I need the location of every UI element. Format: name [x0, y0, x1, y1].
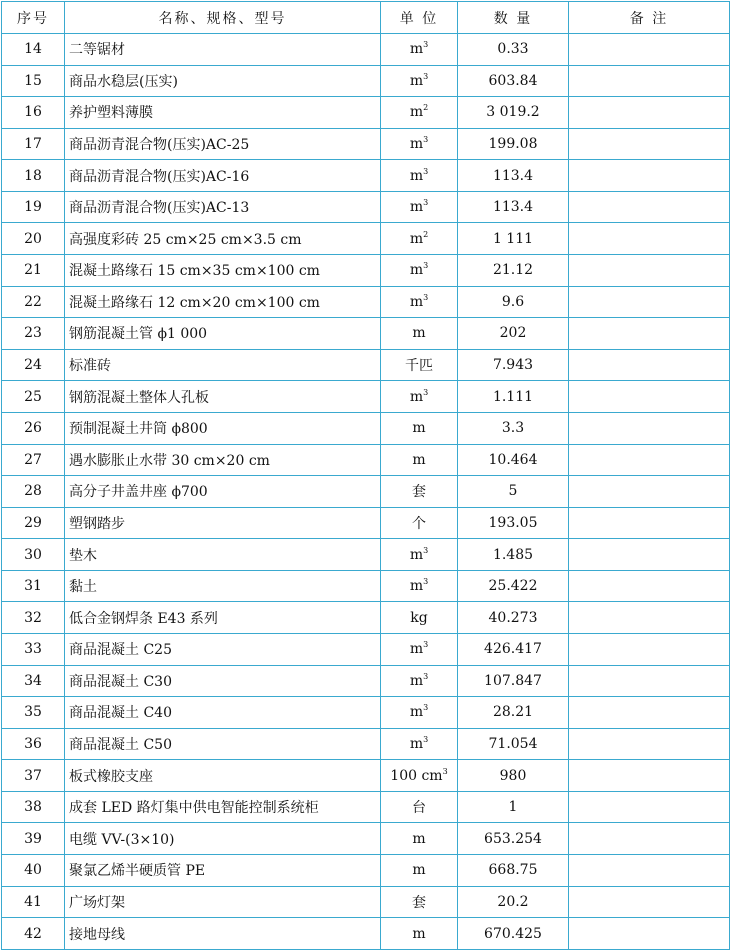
unit-base: m	[412, 830, 426, 847]
item-note	[569, 412, 730, 444]
row-number: 23	[2, 318, 65, 350]
item-note	[569, 381, 730, 413]
row-number: 40	[2, 855, 65, 887]
unit-exponent: 3	[423, 71, 429, 81]
unit-base: 100 cm	[390, 767, 443, 784]
row-number: 30	[2, 539, 65, 571]
table-row	[2, 697, 730, 729]
unit-base: m	[409, 736, 424, 752]
item-unit	[381, 855, 458, 887]
item-name: 广场灯架	[65, 886, 381, 918]
table-row	[2, 318, 730, 350]
item-name: 低合金钢焊条 E43 系列	[65, 602, 381, 634]
unit-base: m	[409, 104, 424, 121]
unit-base: m	[409, 230, 424, 247]
row-number: 19	[2, 191, 65, 223]
item-quantity: 7.943	[458, 349, 569, 381]
item-name: 高强度彩砖 25 cm×25 cm×3.5 cm	[65, 223, 381, 255]
item-note	[569, 34, 730, 66]
item-quantity: 653.254	[458, 823, 569, 855]
row-number: 37	[2, 760, 65, 792]
item-quantity: 21.12	[458, 255, 569, 287]
item-name: 接地母线	[65, 918, 381, 950]
row-number: 41	[2, 886, 65, 918]
item-name: 塑钢踏步	[65, 507, 381, 539]
unit-exponent: 3	[423, 198, 429, 208]
item-note	[569, 633, 730, 665]
item-quantity: 193.05	[458, 507, 569, 539]
unit-base: m	[409, 546, 424, 563]
table-row	[2, 791, 730, 823]
item-unit	[381, 507, 458, 539]
item-quantity: 199.08	[458, 128, 569, 160]
item-quantity: 603.84	[458, 65, 569, 97]
item-unit	[381, 128, 458, 160]
unit-exponent: 2	[423, 229, 429, 239]
row-number: 29	[2, 507, 65, 539]
table-row	[2, 255, 730, 287]
unit-exponent: 3	[423, 545, 429, 555]
item-unit	[381, 602, 458, 634]
row-number: 21	[2, 255, 65, 287]
item-name: 成套 LED 路灯集中供电智能控制系统柜	[65, 791, 381, 823]
item-note	[569, 97, 730, 129]
table-row	[2, 286, 730, 318]
item-quantity: 10.464	[458, 444, 569, 476]
item-note	[569, 918, 730, 950]
item-name: 商品混凝土 C40	[65, 697, 381, 729]
header-no: 序号	[2, 2, 65, 34]
item-name: 商品混凝土 C30	[65, 665, 381, 697]
item-name: 商品沥青混合物(压实)AC-13	[65, 191, 381, 223]
table-row	[2, 381, 730, 413]
table-row	[2, 476, 730, 508]
item-name: 黏土	[65, 570, 381, 602]
item-name: 聚氯乙烯半硬质管 PE	[65, 855, 381, 887]
item-note	[569, 886, 730, 918]
item-quantity: 28.21	[458, 697, 569, 729]
header-note: 备 注	[569, 2, 730, 34]
item-name: 垫木	[65, 539, 381, 571]
table-row	[2, 823, 730, 855]
item-quantity: 1	[458, 791, 569, 823]
item-name: 钢筋混凝土整体人孔板	[65, 381, 381, 413]
table-row	[2, 97, 730, 129]
table-row	[2, 728, 730, 760]
row-number: 25	[2, 381, 65, 413]
item-unit	[381, 665, 458, 697]
unit-exponent: 3	[423, 640, 429, 650]
table-row	[2, 412, 730, 444]
item-note	[569, 570, 730, 602]
row-number: 27	[2, 444, 65, 476]
unit-exponent: 3	[423, 671, 429, 681]
item-note	[569, 255, 730, 287]
item-note	[569, 507, 730, 539]
item-unit	[381, 349, 458, 381]
unit-base: 千匹	[405, 358, 433, 375]
header-qty: 数 量	[458, 2, 569, 34]
unit-base: 套	[412, 484, 426, 501]
item-unit	[381, 286, 458, 318]
item-unit	[381, 728, 458, 760]
table-row	[2, 539, 730, 571]
row-number: 26	[2, 412, 65, 444]
unit-base: m	[412, 325, 426, 342]
item-unit	[381, 791, 458, 823]
item-quantity: 9.6	[458, 286, 569, 318]
item-note	[569, 286, 730, 318]
item-note	[569, 476, 730, 508]
item-quantity: 670.425	[458, 918, 569, 950]
table-row	[2, 34, 730, 66]
item-unit	[381, 318, 458, 350]
item-quantity: 3.3	[458, 412, 569, 444]
item-note	[569, 697, 730, 729]
item-name: 混凝土路缘石 15 cm×35 cm×100 cm	[65, 255, 381, 287]
item-quantity: 20.2	[458, 886, 569, 918]
unit-base: m	[409, 388, 424, 405]
item-quantity: 25.422	[458, 570, 569, 602]
item-unit	[381, 97, 458, 129]
table-row	[2, 855, 730, 887]
item-note	[569, 823, 730, 855]
item-unit	[381, 223, 458, 255]
item-quantity: 1.111	[458, 381, 569, 413]
table-row	[2, 918, 730, 950]
item-unit	[381, 823, 458, 855]
item-note	[569, 602, 730, 634]
item-unit	[381, 886, 458, 918]
unit-base: m	[409, 262, 424, 279]
item-name: 遇水膨胀止水带 30 cm×20 cm	[65, 444, 381, 476]
table-row	[2, 633, 730, 665]
item-name: 商品沥青混合物(压实)AC-25	[65, 128, 381, 160]
item-name: 电缆 VV-(3×10)	[65, 823, 381, 855]
item-quantity: 71.054	[458, 728, 569, 760]
item-name: 板式橡胶支座	[65, 760, 381, 792]
unit-base: 套	[412, 894, 426, 911]
item-unit	[381, 570, 458, 602]
item-unit	[381, 760, 458, 792]
item-unit	[381, 633, 458, 665]
unit-base: m	[412, 925, 426, 942]
row-number: 36	[2, 728, 65, 760]
unit-exponent: 3	[442, 766, 448, 776]
item-unit	[381, 34, 458, 66]
item-unit	[381, 918, 458, 950]
unit-base: m	[409, 641, 424, 658]
unit-exponent: 3	[423, 735, 429, 744]
item-unit	[381, 191, 458, 223]
item-note	[569, 160, 730, 192]
header-name: 名称、规格、型号	[65, 2, 381, 34]
unit-base: m	[412, 862, 426, 879]
table-row	[2, 602, 730, 634]
item-unit	[381, 444, 458, 476]
unit-base: m	[409, 293, 424, 310]
table-row	[2, 160, 730, 192]
unit-base: m	[409, 578, 424, 595]
unit-exponent: 3	[423, 40, 429, 50]
item-note	[569, 728, 730, 760]
unit-base: 个	[412, 515, 426, 532]
row-number: 22	[2, 286, 65, 318]
item-name: 养护塑料薄膜	[65, 97, 381, 129]
unit-base: m	[412, 420, 426, 437]
item-quantity: 113.4	[458, 191, 569, 223]
item-unit	[381, 476, 458, 508]
header-row	[2, 2, 730, 34]
row-number: 34	[2, 665, 65, 697]
unit-base: m	[409, 672, 424, 689]
table-row	[2, 223, 730, 255]
item-name: 混凝土路缘石 12 cm×20 cm×100 cm	[65, 286, 381, 318]
table-row	[2, 65, 730, 97]
row-number: 14	[2, 34, 65, 66]
row-number: 31	[2, 570, 65, 602]
item-quantity: 202	[458, 318, 569, 350]
item-name: 二等锯材	[65, 34, 381, 66]
row-number: 24	[2, 349, 65, 381]
row-number: 33	[2, 633, 65, 665]
item-unit	[381, 381, 458, 413]
unit-base: m	[409, 167, 424, 184]
item-quantity: 1.485	[458, 539, 569, 571]
table-row	[2, 349, 730, 381]
unit-exponent: 3	[423, 166, 429, 176]
item-note	[569, 128, 730, 160]
table-row	[2, 128, 730, 160]
table-body	[2, 34, 730, 950]
item-name: 商品混凝土 C25	[65, 633, 381, 665]
unit-exponent: 3	[423, 703, 429, 713]
table-row	[2, 570, 730, 602]
row-number: 17	[2, 128, 65, 160]
table-row	[2, 886, 730, 918]
unit-base: m	[409, 704, 424, 721]
table-row	[2, 444, 730, 476]
item-name: 高分子井盖井座 ϕ700	[65, 476, 381, 508]
item-name: 标准砖	[65, 349, 381, 381]
table-row	[2, 191, 730, 223]
item-note	[569, 539, 730, 571]
item-quantity: 5	[458, 476, 569, 508]
item-quantity: 3 019.2	[458, 97, 569, 129]
item-quantity: 113.4	[458, 160, 569, 192]
unit-base: m	[409, 41, 424, 58]
unit-exponent: 3	[423, 261, 429, 271]
item-unit	[381, 255, 458, 287]
item-note	[569, 791, 730, 823]
item-name: 商品水稳层(压实)	[65, 65, 381, 97]
item-name: 商品沥青混合物(压实)AC-16	[65, 160, 381, 192]
unit-exponent: 2	[423, 103, 429, 113]
item-note	[569, 191, 730, 223]
item-quantity: 426.417	[458, 633, 569, 665]
row-number: 35	[2, 697, 65, 729]
unit-base: 台	[412, 800, 426, 817]
item-name: 钢筋混凝土管 ϕ1 000	[65, 318, 381, 350]
unit-exponent: 3	[423, 387, 429, 397]
table-row	[2, 665, 730, 697]
item-note	[569, 349, 730, 381]
unit-exponent: 3	[423, 577, 429, 587]
item-unit	[381, 539, 458, 571]
table-row	[2, 760, 730, 792]
row-number: 39	[2, 823, 65, 855]
item-quantity: 107.847	[458, 665, 569, 697]
row-number: 20	[2, 223, 65, 255]
item-name: 预制混凝土井筒 ϕ800	[65, 412, 381, 444]
item-unit	[381, 65, 458, 97]
row-number: 28	[2, 476, 65, 508]
item-note	[569, 444, 730, 476]
item-name: 商品混凝土 C50	[65, 728, 381, 760]
unit-exponent: 3	[423, 135, 429, 145]
row-number: 16	[2, 97, 65, 129]
item-quantity: 980	[458, 760, 569, 792]
item-unit	[381, 160, 458, 192]
item-note	[569, 65, 730, 97]
table-row	[2, 507, 730, 539]
unit-base: m	[409, 136, 424, 153]
item-quantity: 1 111	[458, 223, 569, 255]
unit-base: kg	[410, 609, 428, 626]
unit-base: m	[409, 199, 424, 216]
item-unit	[381, 697, 458, 729]
header-unit: 单 位	[381, 2, 458, 34]
item-unit	[381, 412, 458, 444]
item-note	[569, 855, 730, 887]
item-note	[569, 665, 730, 697]
item-note	[569, 318, 730, 350]
row-number: 42	[2, 918, 65, 950]
row-number: 15	[2, 65, 65, 97]
row-number: 38	[2, 791, 65, 823]
item-quantity: 40.273	[458, 602, 569, 634]
row-number: 32	[2, 602, 65, 634]
materials-table	[1, 1, 730, 950]
item-quantity: 0.33	[458, 34, 569, 66]
unit-base: m	[412, 451, 426, 468]
unit-base: m	[409, 72, 424, 89]
row-number: 18	[2, 160, 65, 192]
item-note	[569, 760, 730, 792]
item-note	[569, 223, 730, 255]
item-quantity: 668.75	[458, 855, 569, 887]
unit-exponent: 3	[423, 292, 429, 302]
